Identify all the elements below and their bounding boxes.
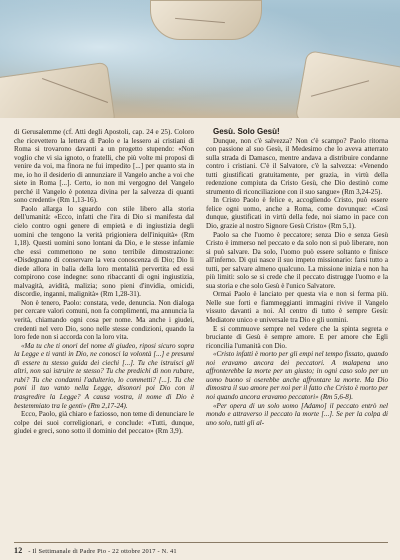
paragraph: Non è tenero, Paolo: constata, vede, denuncia. Non dialoga per cercare valori comuni, non fa complimenti, ma annuncia la verità, chiamando ogni cosa per nome. Ma anche i giudei, credenti nel vero Dio, sono nelle stesse condizioni, quando la loro fede non si accorda con la loro vita. [14,298,194,342]
page-number: 12 [14,546,23,555]
header-photo [0,0,400,118]
paragraph: Ormai Paolo è lanciato per questa via e non si ferma più. Nelle sue forti e fiammeggianti immagini rivive il Vangelo vissuto davanti a noi. Al centro di tutto è sempre Gesù: Mediatore unico e universale tra Dio e gli uomini. [206,290,388,325]
section-title: Gesù. Solo Gesù! [213,127,280,136]
quote-paragraph: «Per opera di un solo uomo [Adamo] il peccato entrò nel mondo e attraverso il peccato la morte [...]. Se per la colpa di uno solo, tutti gli al- [206,401,388,427]
paragraph: Dunque, non c'è salvezza? Non c'è scampo? Paolo ritorna con passione al suo Gesù, il Medesimo che lo aveva atterrato sulla strada di Damasco, mentre andava a distribuire condanne contro i cristiani. C'è il Salvatore, c'è la salvezza: «Venendo tutti giustificati gratuitamente, per grazia, in virtù della redenzione compiuta da Cristo Gesù, che Dio destinò come strumento di riconciliazione con il suo sangue» (Rm 3,24-25). [206,136,388,196]
right-column [206,128,388,427]
paragraph: Paolo sa che l'uomo è peccatore; senza Dio e senza Gesù Cristo è immerso nel peccato e da solo non si può liberare, non si può salvare. Da solo, l'uomo può essere soltanto e finisce all'inferno. Di qui nasce il suo impeto missionario: farsi tutto a tutti, per salvare almeno qualcuno. La missione inizia e non ha più limiti: solo se si crede che il peccato distrugge l'uomo e la sua storia e che solo Gesù è l'unico Salvatore. [206,230,388,290]
paragraph: Paolo allarga lo sguardo con stile libero alla storia dell'umanità: «Ecco, infatti che l'ira di Dio si manifesta dal cielo contro ogni genere di empietà e di ingiustizia degli uomini che tengono la verità prigioniera dell'iniquità» (Rm 1,18). Questi uomini sono lontani da Dio, e le stesse infamie che essi commettono ne sono terribile dimostrazione: «Disdegnano di conservare la vera conoscenza di Dio; Dio li diede allora in balìa della loro mentalità pervertita ed essi compirono cose indegne: sono ribaccanti di ogni ingiustizia, malvagità, avidità, malizia; sono pieni d'invidia, omicidi, discordie, inganni, malignità» (Rm 1,28-31). [14,204,194,299]
quote-paragraph: «Cristo infatti è morto per gli empi nel tempo fissato, quando noi eravamo ancora dei peccatori. A malapena uno affronterebbe la morte per un giusto; in ogni caso solo per un uomo buono si oserebbe anche affrontare la morte. Ma Dio dimostra il suo amore per noi per il fatto che Cristo è morto per noi quando ancora eravamo peccatori» (Rm 5,6-8). [206,350,389,401]
paragraph: E si commuove sempre nel vedere che la spinta segreta e bruciante di Gesù è sempre amore. E per amore che Egli riconcilia l'umanità con Dio. [206,324,388,350]
paragraph: In Cristo Paolo è felice e, accogliendo Cristo, può essere felice ogni uomo, anche a Roma, come dovunque: «Così dunque, giustificati in virtù della fede, noi siamo in pace con Dio, grazie al nostro Signore Gesù Cristo» (Rm 5,1). [206,196,388,231]
page-footer [14,542,388,555]
stone-fragment [0,62,116,118]
quote-paragraph: «Ma tu che ti onori del nome di giudeo, riposi sicuro sopra la Legge e ti vanti in Dio, ne conosci la volontà [...] e presumi di essere tu stesso guida dei ciechi [...]. Tu che istruisci gli altri, non sai istruire te stesso? Tu che predichi di non rubare, rubi? Tu che condanni l'adulterio, lo commetti? [...]. Tu che poni il tuo vanto nella Legge, disonori poi Dio con il trasgredire la Legge? A causa vostra, il nome di Dio è bestemmiato tra le genti» (Rm 2,17-24). [14,341,194,410]
footer-text: - Il Settimanale di Padre Pio - 22 ottobre 2017 - N. 41 [28,548,177,555]
left-column [14,128,194,436]
paragraph: Ecco, Paolo, già chiaro e faziosso, non teme di denunciare le colpe dei suoi correligionari, e conclude: «Tutti, dunque, giudei e greci, sono sotto il dominio del peccato» (Rm 3,9). [14,410,194,436]
paragraph: di Gerusalemme (cf. Atti degli Apostoli, cap. 24 e 25). Coloro che ricevettero la lettera di Paolo e la lessero ai cristiani di Roma si trovarono davanti a un progetto stupendo: «Non voglio che vi sia ignoto, o fratelli, che più volte mi proposi di venire da voi, ma finora ne fui impedito [...] per quanto sta in me, io ho il desiderio di annunziare il Vangelo anche a voi che siete in Roma [...]. Certo, io non mi vergogno del Vangelo perché il Vangelo è potenza divina per la salvezza di quanti sono credenti» (Rm 1,13-16). [14,128,194,205]
stone-fragment [295,50,400,118]
